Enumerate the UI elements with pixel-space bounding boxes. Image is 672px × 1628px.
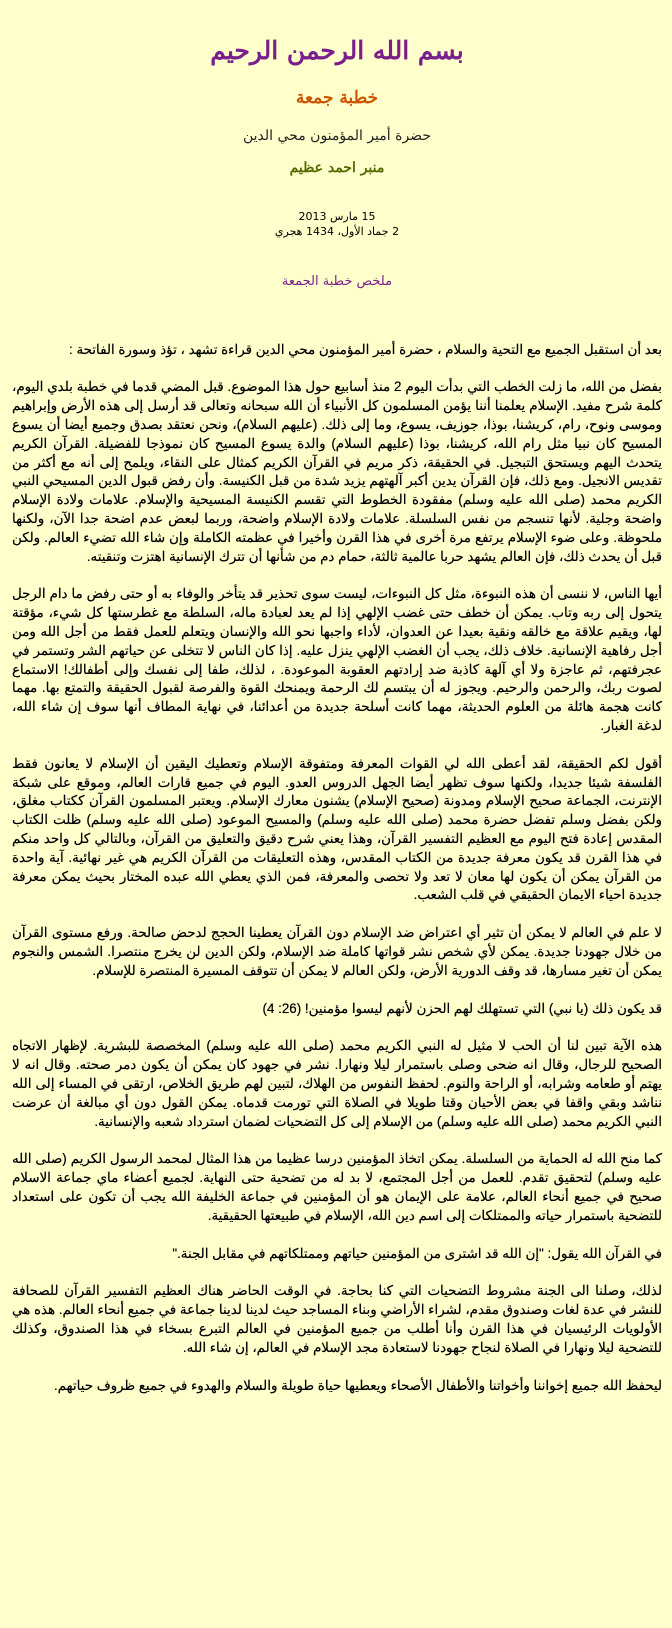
- paragraph: لذلك، وصلنا الى الجنة مشروط التضحيات التي كنا بحاجة. في الوقت الحاضر هناك العظيم التفسير القرآن للصحافة للنشر في عدة لغات وصندوق مقدم، لشراء الأراضي وبناء المساجد حيث لدينا لدينا جماعة في جميع أنحاء العالم. هذه هي الأولويات الرئيسيان في هذا القرن وأنا أطلب من جميع المؤمنين في العالم التبرع بسخاء في هذا الصندوق، وكذلك للتضحية ليلا ونهارا في الصلاة لنجاح جهودنا لاستعادة مجد الإسلام في العالم، إن شاء الله.: [12, 1283, 662, 1355]
- paragraph: كما منح الله له الحماية من السلسلة. يمكن اتخاذ المؤمنين درسا عظيما من هذا المثال لمحمد الرسول الكريم (صلى الله عليه وسلم) لتحقيق تقدم. للعمل من أجل المجتمع، لا بد له من تضحية حتى النهاية. لجميع أعضاء ماي جماعة الاسلام صحيح في جميع أنحاء العالم، علامة على الإيمان هو أن المؤمنين في جماعة الخليفة الله يجب أن تكون على استعداد للتضحية باستمرار حياته والممتلكات إلى اسم دين الله، الإسلام في طبيعتها الحقيقية.: [12, 1151, 662, 1223]
- summary-title: ملخص خطبة الجمعة: [281, 273, 393, 289]
- basmala-heading: بسم الله الرحمن الرحيم: [210, 36, 464, 65]
- quran-verse-paragraph: قد يكون ذلك (يا نبي) التي تستهلك لهم الحزن لأنهم ليسوا مؤمنين! (26: 4): [262, 1000, 662, 1016]
- quran-quote-paragraph: في القرآن الله يقول: "إن الله قد اشترى من المؤمنين حياتهم وممتلكاتهم في مقابل الجنة.": [172, 1245, 662, 1261]
- pulpit-name: منبر احمد عظيم: [289, 160, 385, 176]
- closing-prayer-paragraph: ليحفظ الله جميع إخواننا وأخواتنا والأطفال الأصحاء ويعطيها حياة طويلة والسلام والهدوء في جميع ظروف حياتهم.: [54, 1377, 662, 1393]
- paragraph: أيها الناس، لا ننسى أن هذه النبوءة، مثل كل النبوءات، ليست سوى تحذير قد يتأخر والوفاء به أو حتى رفض ما دام الرجل يتحول إلى ربه وتاب. يمكن أن خطف حتى غضب الإلهي إذا لم يعد لعبادة ماله، السلطة مع غطرستها كل شيء، مؤقتة لها، ويقيم علاقة مع خالقه ونقية بعيدا عن العدوان، لأداء واجبها نحو الله والإنسان ويتعلم للعمل فقط من أجل الله ومن أجل رفاهية الإنسانية. خلاف ذلك، يجب أن الغضب الإلهي ينزل عليه. إذا كان الناس لا تتخلى عن حياتهم الشر وتستمر في عجرفتهم، ثم عاجزة ولا أي آلهة كاذبة ضد إرادتهم العقوبة الموعودة. ، لذلك، طفا إلى نفسك وإلى أطفالك! الاستماع لصوت ربك، والرحمن والرحيم. ويجوز له أن يبتسم لك الرحمة ويمنحك القوة والفرصة لقبول الحقيقة والتمتع بها. مهما كانت هجمة هائلة من العلوم الحديثة، مهما كانت أسلحة جديدة من أعدائنا، في نهاية المطاف أنها سوف إن شاء الله، لدغة الغبار.: [12, 586, 662, 734]
- paragraph: هذه الآية تبين لنا أن الحب لا مثيل له النبي الكريم محمد (صلى الله عليه وسلم) المخصصة للبشرية. لإظهار الاتجاه الصحيح للرجال، وقال انه ضحى وصلى باستمرار ليلا ونهارا. نشر في جهود كان يمكن أن يكون دمر صحته. وقال انه لا يهتم أو طعامه وشرابه، أو الراحة والنوم. لحفظ النفوس من الهلاك، لتبين لهم طريق الخلاص، ارتقى في المساء إلى الله نناشد وبقي واقفا في بعض الأحيان وقتا طويلا في الصلاة التي تورمت قدماه. يمكن القول دون أي مبالغة أن عرضت النبي الكريم محمد (صلى الله عليه وسلم) من الإسلام إلى كل التضحيات لضمان استرداد شعبه والإنسانية.: [12, 1038, 663, 1129]
- hijri-date: 2 جماد الأول، 1434 هجري: [274, 224, 400, 238]
- date-block: [12, 210, 662, 240]
- paragraph: بفضل من الله، ما زلت الخطب التي بدأت اليوم 2 منذ أسابيع حول هذا الموضوع. قبل المضي قدما في خطبة بلدي اليوم، كلمة شرح مفيد. الإسلام يعلمنا أننا يؤمن المسلمون كل الأنبياء أن الله سبحانه وتعالى قد أرسل إلى هذه الأرض وإبراهيم وموسى ونوح، رام، كريشنا، بوذا، جوزيف، يسوع، وما إلى ذلك. (عليهم السلام)، ونحن نعتقد بصدق وجميع أيضا أن يسوع المسيح كان نبيا مثل رام الله، كريشنا، بوذا (عليهم السلام) والدة يسوع المسيح كان نموذجا للفضيلة. القرآن الكريم يتحدث اليهم ويستحق التبجيل. في الحقيقة، ذكر مريم في القرآن الكريم كمثال على النقاء، ويلمح إلى أنه مع أكثر من تقديس الانجيل. ومع ذلك، فإن القرآن يدين أكبر آلهتهم يزيد شدة من قبل الكنيسة. وأن رفض قبول الدين المسيحي النبي الكريم محمد (صلى الله عليه وسلم) مفقودة الخطوط التي تقسم الكنيسة المسيحية والإسلام. علامات ولادة الإسلام واضحة وجلية. لأنها تنسجم من نفس السلسلة. علامات ولادة الإسلام واضحة، وربما لبعض عدم اضحة جدا الآن، ولكنها ملحوظة. وعلى ضوء الإسلام يرتفع مرة أخرى في هذا القرن وأخيرا في عظمته الكاملة وإن شاء الله تضيء العالم. ولكن قبل أن يحدث ذلك، فإن العالم يشهد حربا عالمية ثالثة، حمام دم من شأنها أن تترك الإنسانية اهتزت وتنقيته.: [12, 379, 662, 564]
- sermon-body: [12, 341, 662, 1396]
- speaker-name: حضرة أمير المؤمنون محي الدين: [243, 128, 431, 144]
- paragraph: أقول لكم الحقيقة، لقد أعطى الله لي القوات المعرفة ومتفوقة الإسلام وتعطيك اليقين أن الإسلام لا يعانون فقط الفلسفة شيئا جديدا، ولكنها سوف تظهر أيضا الجهل الدروس العدو. اليوم في جميع قارات العالم، وموقع على شبكة الإنترنت، الجماعة صحيح الإسلام ومدونة (صحيح الإسلام) يشنون معارك الإسلام. ويعتبر المسلمون القرآن ككتاب مغلق، ولكن بفضل وسلم تفضل حضرة محمد (صلى الله عليه وسلم) والمسيح الموعود (صلى الله عليه وسلم) ظلت الكتاب المقدس إعادة فتح اليوم مع العظيم التفسير القرآن، وهذا يعني شرح دقيق والتعليق من القرآن، وبالتالي كل واحد منكم في هذا القرن قد يكون معرفة جديدة من الكتاب المقدس، وهذه التعليقات من القرآن الكريم هي غير نهائية. آية واحدة من القرآن يمكن أن يكون لها معان لا تعد ولا تحصى والمعرفة، فمن الذي يعطي الله عبده المختار بحيث يمكن معرفة جديدة احياء الايمان الحقيقي في قلب الشعب.: [12, 755, 662, 903]
- sermon-subject: خطبة جمعة: [295, 88, 379, 108]
- paragraph: بعد أن استقبل الجميع مع التحية والسلام ، حضرة أمير المؤمنون محي الدين قراءة تشهد ، تؤذ وسورة الفاتحة :: [69, 341, 662, 357]
- gregorian-date: 15 مارس 2013: [298, 210, 376, 223]
- paragraph: لا علم في العالم لا يمكن أن تثير أي اعتراض ضد الإسلام دون القرآن يعطينا الحجج لدحض صالحة. ورفع مستوى القرآن من خلال جهودنا جديدة. يمكن لأي شخص نشر قواتها كاملة ضد الإسلام، ولكن الدين لن يخرج منتصرا. الشمس والنجوم يمكن أن تغير مسارها، قد وقف الدورية الأرض، ولكن العالم لا يمكن أن تتوقف المسيرة المنتصرة للإسلام.: [12, 925, 662, 978]
